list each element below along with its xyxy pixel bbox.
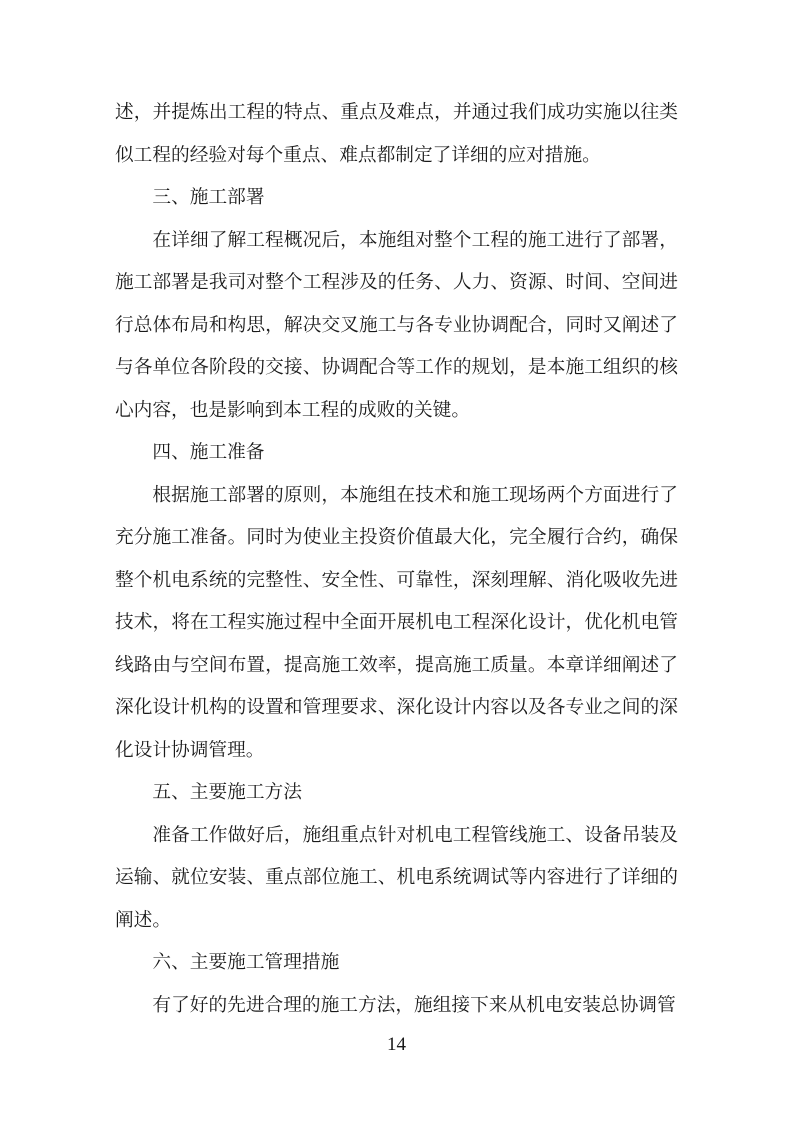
body-paragraph: 述，并提炼出工程的特点、重点及难点，并通过我们成功实施以往类似工程的经验对每个重点、难点都制定了详细的应对措施。 bbox=[115, 102, 678, 166]
page-body-text bbox=[115, 92, 678, 1027]
body-paragraph: 有了好的先进合理的施工方法，施组接下来从机电安装总协调管 bbox=[152, 994, 676, 1016]
section-heading-4: 四、施工准备 bbox=[152, 442, 265, 463]
page-number: 14 bbox=[387, 1034, 406, 1055]
body-paragraph: 准备工作做好后，施组重点针对机电工程管线施工、设备吊装及运输、就位安装、重点部位施工、机电系统调试等内容进行了详细的阐述。 bbox=[115, 824, 678, 931]
section-heading-3: 三、施工部署 bbox=[152, 187, 265, 208]
body-paragraph: 在详细了解工程概况后，本施组对整个工程的施工进行了部署，施工部署是我司对整个工程涉及的任务、人力、资源、时间、空间进行总体布局和构思，解决交叉施工与各专业协调配合，同时又阐述了与各单位各阶段的交接、协调配合等工作的规划，是本施工组织的核心内容，也是影响到本工程的成败的关键。 bbox=[115, 229, 678, 421]
body-paragraph: 根据施工部署的原则，本施组在技术和施工现场两个方面进行了充分施工准备。同时为使业主投资价值最大化，完全履行合约，确保整个机电系统的完整性、安全性、可靠性，深刻理解、消化吸收先进技术，将在工程实施过程中全面开展机电工程深化设计，优化机电管线路由与空间布置，提高施工效率，提高施工质量。本章详细阐述了深化设计机构的设置和管理要求、深化设计内容以及各专业之间的深化设计协调管理。 bbox=[115, 484, 678, 761]
section-heading-6: 六、主要施工管理措施 bbox=[152, 952, 340, 973]
section-heading-5: 五、主要施工方法 bbox=[152, 782, 302, 803]
